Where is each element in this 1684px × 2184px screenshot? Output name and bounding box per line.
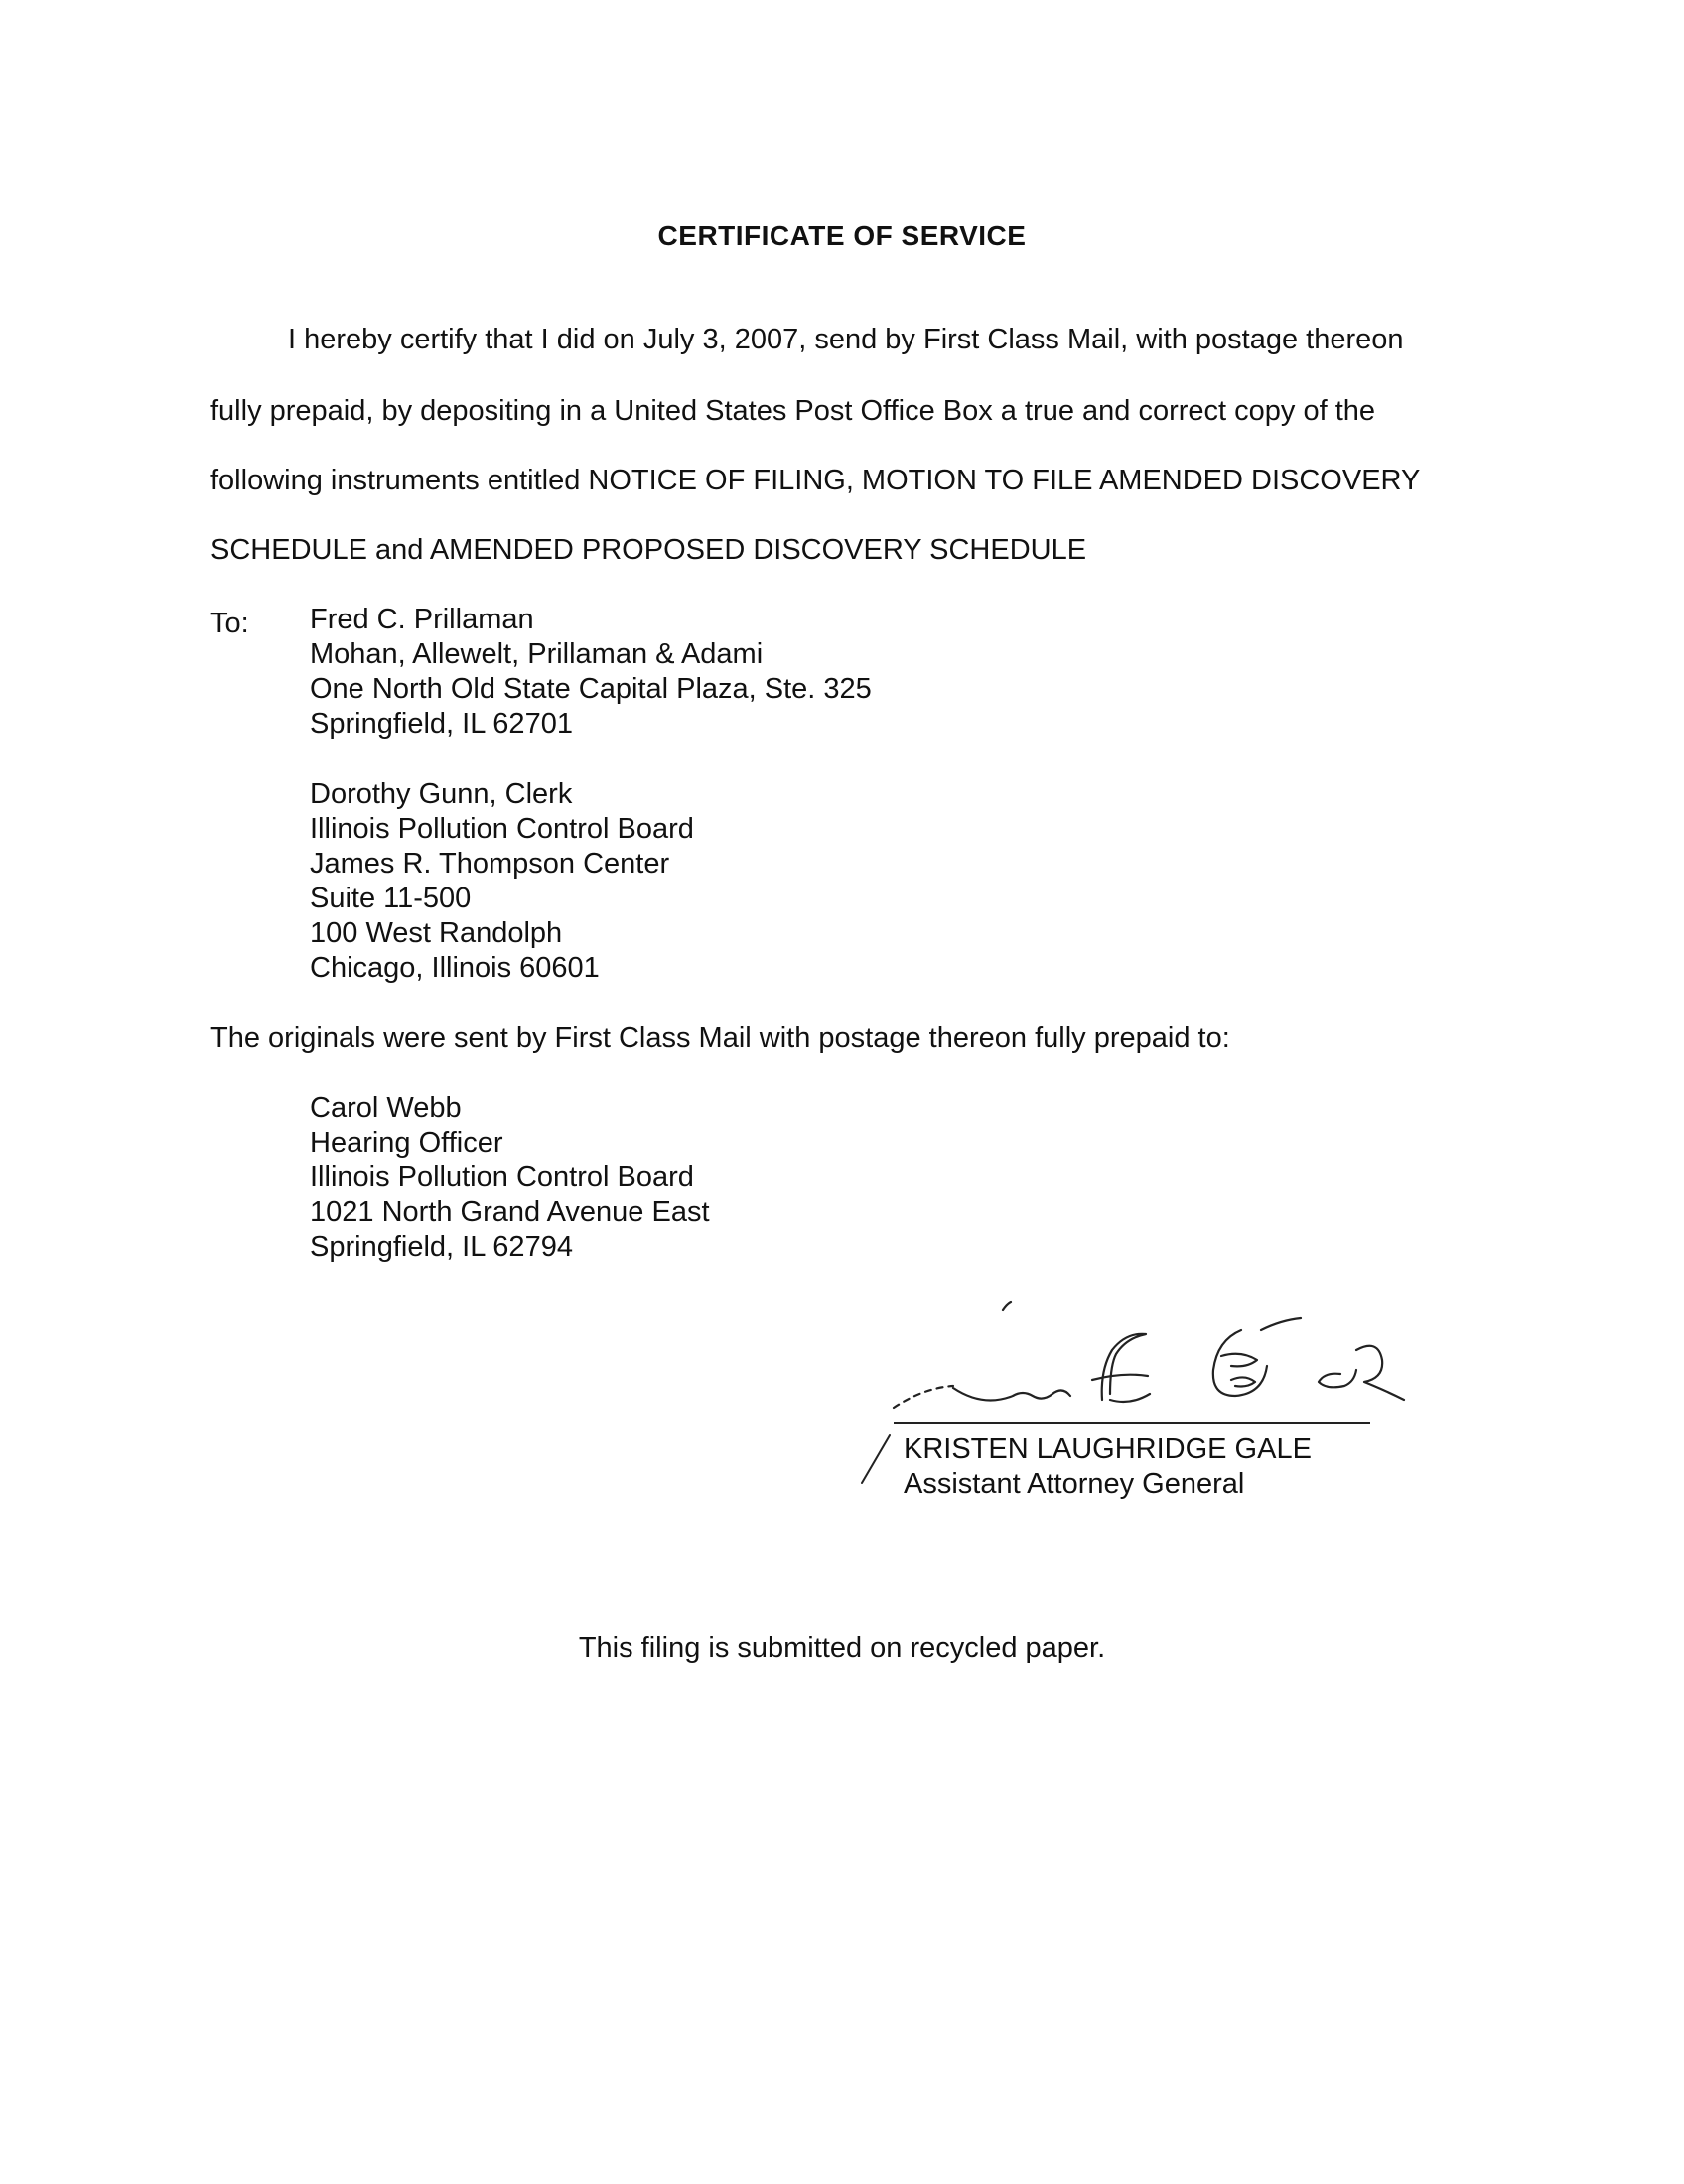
address-line: Chicago, Illinois 60601 [310, 952, 600, 984]
address-line: Mohan, Allewelt, Prillaman & Adami [310, 638, 764, 670]
address-line: 100 West Randolph [310, 917, 563, 949]
address-line: Dorothy Gunn, Clerk [310, 778, 573, 810]
address-line: Illinois Pollution Control Board [310, 1161, 694, 1193]
address-line: Illinois Pollution Control Board [310, 813, 694, 845]
address-line: James R. Thompson Center [310, 848, 670, 880]
signature-mark [856, 1430, 896, 1489]
address-line: Fred C. Prillaman [310, 604, 534, 635]
handwritten-signature [874, 1291, 1430, 1439]
address-line: Springfield, IL 62794 [310, 1231, 573, 1263]
certification-line-4: SCHEDULE and AMENDED PROPOSED DISCOVERY SCHEDULE [210, 534, 1087, 566]
address-line: Carol Webb [310, 1092, 462, 1124]
signatory-name: KRISTEN LAUGHRIDGE GALE [904, 1433, 1312, 1465]
address-line: Hearing Officer [310, 1127, 503, 1159]
address-line: Suite 11-500 [310, 883, 472, 914]
document-title: CERTIFICATE OF SERVICE [657, 220, 1027, 251]
address-line: 1021 North Grand Avenue East [310, 1196, 710, 1228]
certification-line-1: I hereby certify that I did on July 3, 2007, send by First Class Mail, with postage thereon [288, 324, 1404, 355]
signature-line [894, 1422, 1370, 1424]
recycled-paper-note: This filing is submitted on recycled paper. [578, 1632, 1106, 1664]
certification-line-3: following instruments entitled NOTICE OF FILING, MOTION TO FILE AMENDED DISCOVERY [210, 465, 1421, 496]
to-label: To: [210, 608, 249, 639]
address-line: One North Old State Capital Plaza, Ste. 325 [310, 673, 872, 705]
address-line: Springfield, IL 62701 [310, 708, 573, 740]
originals-statement: The originals were sent by First Class Mail with postage thereon fully prepaid to: [210, 1023, 1230, 1054]
certification-line-2: fully prepaid, by depositing in a United States Post Office Box a true and correct copy of the [210, 395, 1376, 427]
signatory-title: Assistant Attorney General [904, 1468, 1245, 1500]
